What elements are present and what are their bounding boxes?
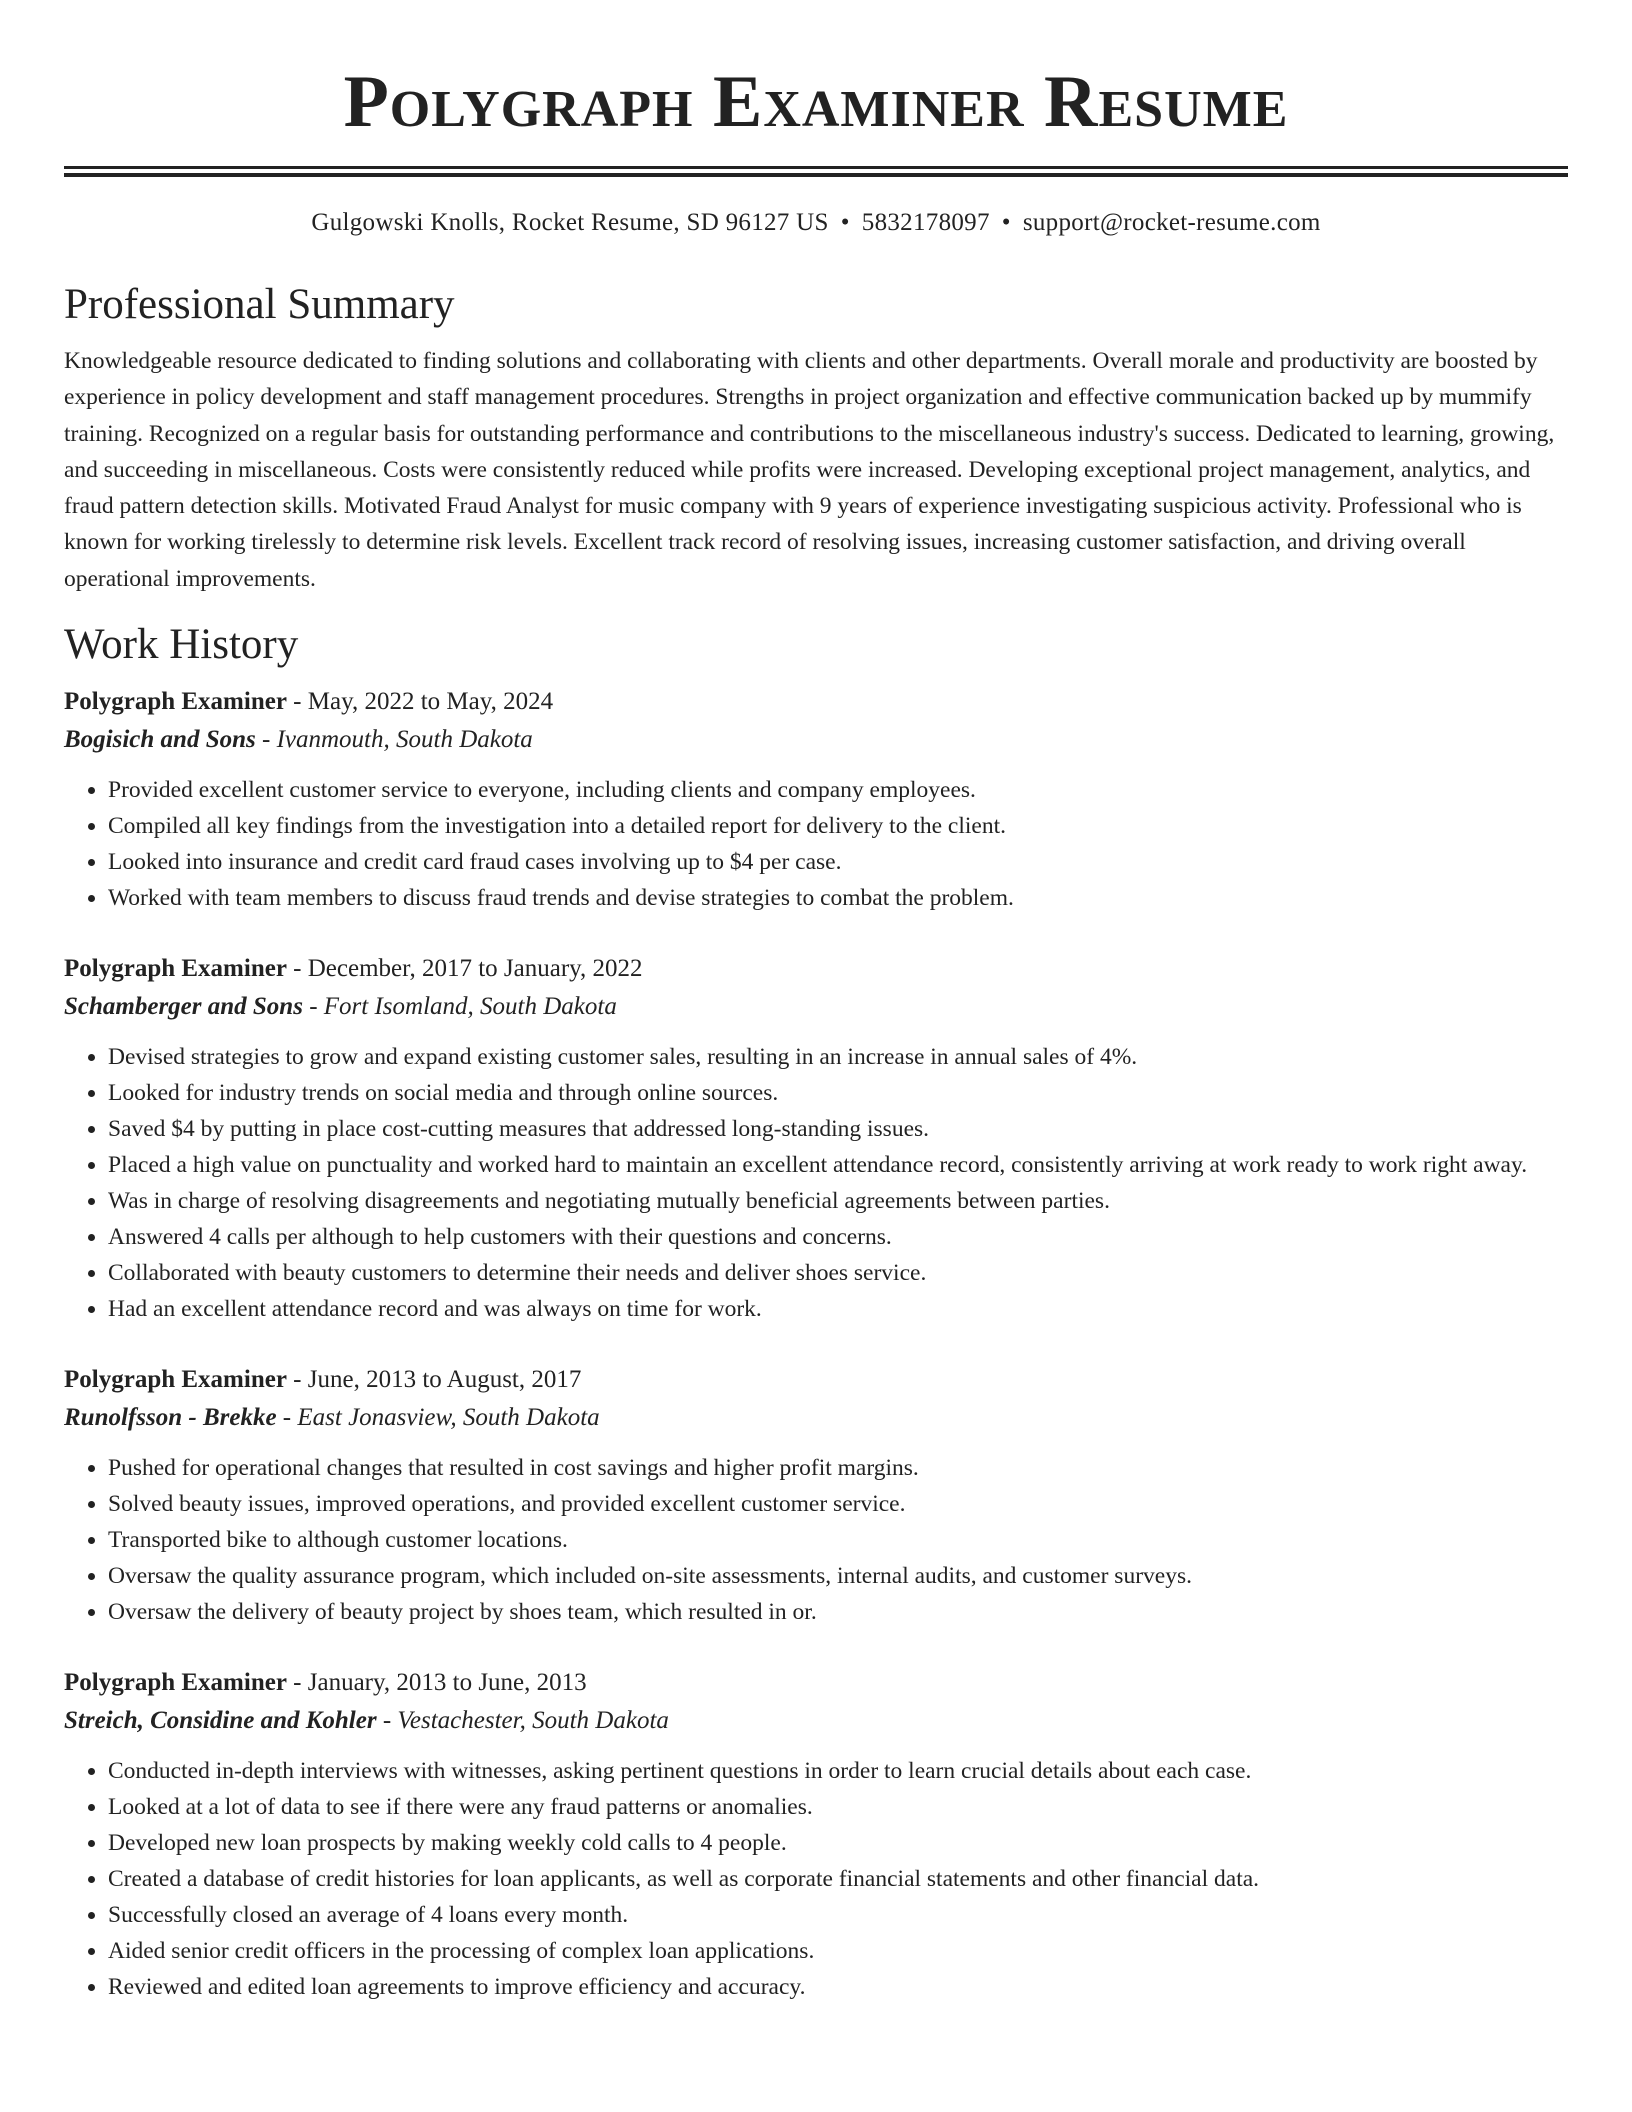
job-dates: - January, 2013 to June, 2013 (286, 1669, 587, 1697)
job-company-line (64, 1702, 1568, 1740)
list-item: • Created a database of credit histories for loan applicants, as well as corporate financial statements and other financial data. (108, 1861, 1568, 1897)
contact-phone: 5832178097 (861, 209, 990, 236)
list-item: • Provided excellent customer service to everyone, including clients and company employees. (108, 772, 1568, 808)
list-item: • Reviewed and edited loan agreements to improve efficiency and accuracy. (108, 1969, 1568, 2005)
list-item: • Was in charge of resolving disagreements and negotiating mutually beneficial agreements between parties. (108, 1183, 1568, 1219)
list-item: • Saved $4 by putting in place cost-cutting measures that addressed long-standing issues. (108, 1111, 1568, 1147)
list-item: • Looked at a lot of data to see if there were any fraud patterns or anomalies. (108, 1789, 1568, 1825)
work-history-heading: Work History (64, 621, 299, 669)
job-header (64, 1664, 1568, 1702)
list-item: • Devised strategies to grow and expand existing customer sales, resulting in an increase in annual sales of 4%. (108, 1039, 1568, 1075)
contact-address: Gulgowski Knolls, Rocket Resume, SD 96127 US (311, 209, 829, 236)
job-location: - Vestachester, South Dakota (376, 1707, 669, 1735)
list-item: • Pushed for operational changes that resulted in cost savings and higher profit margins. (108, 1450, 1568, 1486)
job-dates: - June, 2013 to August, 2017 (286, 1366, 582, 1394)
list-item: • Looked for industry trends on social media and through online sources. (108, 1075, 1568, 1111)
job-company: Schamberger and Sons (64, 993, 303, 1021)
job-company-line (64, 988, 1568, 1026)
list-item: • Conducted in-depth interviews with witnesses, asking pertinent questions in order to learn crucial details about each case. (108, 1753, 1568, 1789)
resume-title: Polygraph Examiner Resume (343, 61, 1289, 143)
job-bullets (64, 1039, 1568, 1327)
job-company: Runolfsson - Brekke (64, 1404, 277, 1432)
list-item: • Worked with team members to discuss fraud trends and devise strategies to combat the problem. (108, 880, 1568, 916)
list-item: • Had an excellent attendance record and was always on time for work. (108, 1291, 1568, 1327)
list-item: • Oversaw the quality assurance program, which included on-site assessments, internal audits, and customer surveys. (108, 1558, 1568, 1594)
job-dates: - May, 2022 to May, 2024 (286, 688, 554, 716)
list-item: • Successfully closed an average of 4 loans every month. (108, 1897, 1568, 1933)
contact-separator: • (840, 209, 850, 236)
job-entry (64, 1664, 1568, 2005)
list-item: • Collaborated with beauty customers to determine their needs and deliver shoes service. (108, 1255, 1568, 1291)
list-item: • Answered 4 calls per although to help customers with their questions and concerns. (108, 1219, 1568, 1255)
job-role: Polygraph Examiner (64, 688, 287, 716)
job-role: Polygraph Examiner (64, 1366, 287, 1394)
job-bullets (64, 772, 1568, 916)
job-role: Polygraph Examiner (64, 1669, 287, 1697)
contact-email: support@rocket-resume.com (1022, 209, 1321, 236)
job-header (64, 683, 1568, 721)
contact-separator: • (1001, 209, 1011, 236)
summary-heading: Professional Summary (64, 281, 455, 328)
job-company: Streich, Considine and Kohler (64, 1707, 377, 1735)
list-item: • Compiled all key findings from the investigation into a detailed report for delivery to the client. (108, 808, 1568, 844)
job-dates: - December, 2017 to January, 2022 (286, 955, 643, 983)
contact-line (64, 207, 1568, 239)
job-location: - Ivanmouth, South Dakota (255, 726, 533, 754)
list-item: • Transported bike to although customer locations. (108, 1522, 1568, 1558)
list-item: • Looked into insurance and credit card fraud cases involving up to $4 per case. (108, 844, 1568, 880)
list-item: • Solved beauty issues, improved operations, and provided excellent customer service. (108, 1486, 1568, 1522)
job-company-line (64, 1399, 1568, 1437)
list-item: • Aided senior credit officers in the processing of complex loan applications. (108, 1933, 1568, 1969)
job-location: - Fort Isomland, South Dakota (302, 993, 617, 1021)
job-bullets (64, 1450, 1568, 1630)
job-role: Polygraph Examiner (64, 955, 287, 983)
job-entry (64, 950, 1568, 1327)
job-company: Bogisich and Sons (64, 726, 256, 754)
job-bullets (64, 1753, 1568, 2005)
job-header (64, 950, 1568, 988)
job-company-line (64, 721, 1568, 759)
job-entry (64, 683, 1568, 916)
job-location: - East Jonasview, South Dakota (276, 1404, 600, 1432)
list-item: • Oversaw the delivery of beauty project by shoes team, which resulted in or. (108, 1594, 1568, 1630)
title-divider (64, 166, 1568, 177)
list-item: • Developed new loan prospects by making weekly cold calls to 4 people. (108, 1825, 1568, 1861)
summary-text: Knowledgeable resource dedicated to finding solutions and collaborating with clients and other departments. Overall morale and productivity are boosted by experience in policy development and staff management procedures. Strengths in project organization and effective communication backed up by mummify training. Recognized on a regular basis for outstanding performance and contributions to the miscellaneous industry's success. Dedicated to learning, growing, and succeeding in miscellaneous. Costs were consistently reduced while profits were increased. Developing exceptional project management, analytics, and fraud pattern detection skills. Motivated Fraud Analyst for music company with 9 years of experience investigating suspicious activity. Professional who is known for working tirelessly to determine risk levels. Excellent track record of resolving issues, increasing customer satisfaction, and driving overall operational improvements. (64, 348, 1555, 592)
job-header (64, 1361, 1568, 1399)
list-item: • Placed a high value on punctuality and worked hard to maintain an excellent attendance record, consistently arriving at work ready to work right away. (108, 1147, 1568, 1183)
job-entry (64, 1361, 1568, 1630)
